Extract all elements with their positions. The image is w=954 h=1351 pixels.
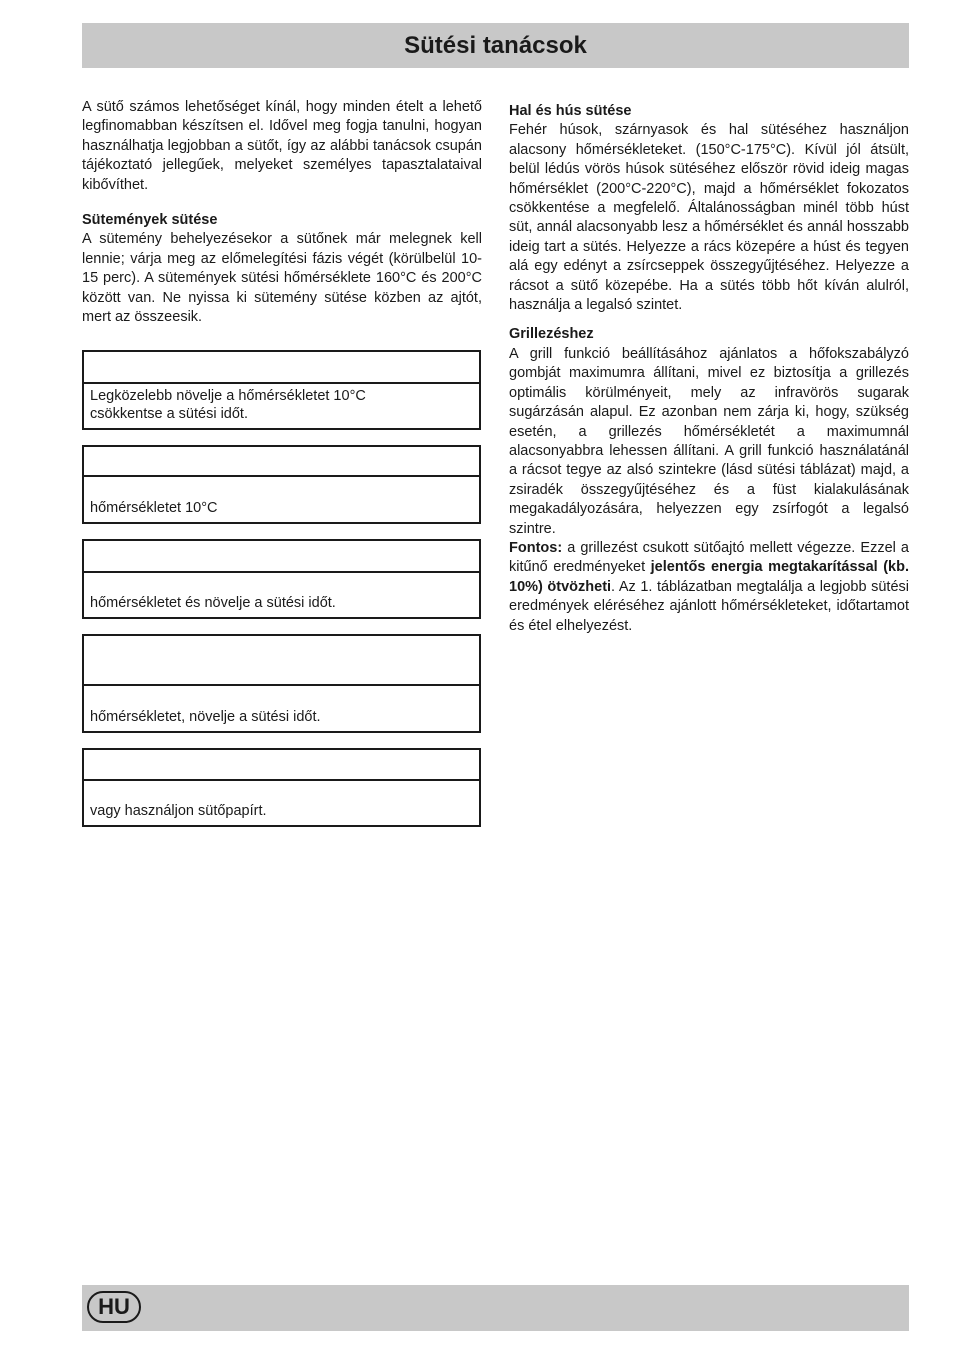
tip-box-text — [84, 477, 479, 522]
grill-heading: Grillezéshez — [509, 326, 594, 343]
page-title-bar — [82, 23, 909, 68]
tip-text-line: csökkentse a sütési időt. — [90, 406, 248, 422]
page-title: Sütési tanácsok — [404, 31, 587, 59]
tip-text-line: Legközelebb növelje a hőmérsékletet 10°C — [90, 388, 366, 404]
tip-box-label — [84, 750, 479, 781]
tip-box-5 — [82, 748, 481, 827]
important-label: Fontos: — [509, 539, 563, 556]
important-text-b: . Az 1. táblázatban megtalálja a legjobb sütési eredmények eléréséhez ajánlott hőmérsékleteket, időtartamot és étel elhelyezést. — [509, 578, 909, 634]
tip-box-text — [84, 384, 479, 428]
tip-text-line: hőmérsékletet és növelje a sütési időt. — [90, 595, 336, 611]
important-text-a: a grillezést csukott sütőajtó mellett végezze. Ezzel a kitűnő eredményeket — [509, 539, 909, 576]
grill-paragraph: A grill funkció beállításához ajánlatos a hőfokszabályzó gombját maximumra állítani, mivel ez biztosítja a grillezés optimális körülményeit, mely az infravörös sugarak sugárzásán alapul. Ez azonban nem zárja ki, hogy, szükség esetén, a grillezés hőmérsékletét a maximumnál alacsonyabbra lehessen állítani. A grill funkció használatánál a rácsot tegye az alsó szintekre (lásd sütési táblázat) majd, a zsiradék összegyűjtéséhez és a füst kialakulásának megakadályozására, helyezzen egy zsírfogót a legalsó szintre. — [509, 345, 909, 537]
intro-paragraph: A sütő számos lehetőséget kínál, hogy minden ételt a lehető legfinomabban készítsen el. Idővel meg fogja tanulni, hogyan használhatja legjobban a sütőt, így az alábbi tanácsok csupán tájékoztató jellegűek, melyeket személyes tapasztalataival kibővíthet. — [82, 99, 482, 193]
tip-text-line: hőmérsékletet, növelje a sütési időt. — [90, 709, 321, 725]
tip-box-2 — [82, 445, 481, 524]
cakes-paragraph: A sütemény behelyezésekor a sütőnek már melegnek kell lennie; várja meg az előmelegítési fázis végét (körülbelül 10-15 perc). A sütemények sütési hőmérséklete 160°C és 200°C között van. Ne nyissa ki sütemény sütése közben az ajtót, mert az összeesik. — [82, 231, 482, 326]
meat-heading: Hal és hús sütése — [509, 103, 632, 119]
tip-text-line: hőmérsékletet 10°C — [90, 500, 218, 516]
left-column — [82, 98, 482, 327]
important-bold: jelentős energia megtakarítással (kb. 10%) ötvözheti — [509, 559, 909, 595]
tips-boxes — [82, 350, 481, 842]
tip-box-label — [84, 447, 479, 477]
tip-box-label — [84, 352, 479, 384]
tip-box-text — [84, 781, 479, 825]
tip-box-1 — [82, 350, 481, 430]
tip-box-text — [84, 686, 479, 731]
tip-box-text — [84, 573, 479, 617]
tip-box-3 — [82, 539, 481, 619]
tip-text-line: vagy használjon sütőpapírt. — [90, 803, 267, 819]
tip-box-4 — [82, 634, 481, 733]
important-paragraph — [509, 539, 909, 636]
language-badge: HU — [87, 1291, 141, 1323]
footer-bar — [82, 1285, 909, 1331]
right-column — [509, 102, 909, 636]
tip-box-label — [84, 541, 479, 573]
meat-paragraph: Fehér húsok, szárnyasok és hal sütéséhez használjon alacsony hőmérsékleteket. (150°C-175°C). Kívül jól átsült, belül lédús vörös húsok sütéséhez először rövid ideig magas hőmérséklet (200°C-220°C), majd a hőmérséklet fokozatos csökkentése a megfelelő. Általánosságban minél több húst süt, annál alacsonyabb lesz a hőmérséklet és annál hosszabb ideig tart a sütés. Helyezze a rács közepére a húst és tegyen alá egy edényt a zsírcseppek összegyűjtéséhez. Helyezze a rácsot a sütő közepébe. Ha a sütés több hőt kíván alulról, használja a legalsó szintet. — [509, 122, 909, 314]
tip-box-label — [84, 636, 479, 686]
cakes-heading: Sütemények sütése — [82, 212, 218, 229]
